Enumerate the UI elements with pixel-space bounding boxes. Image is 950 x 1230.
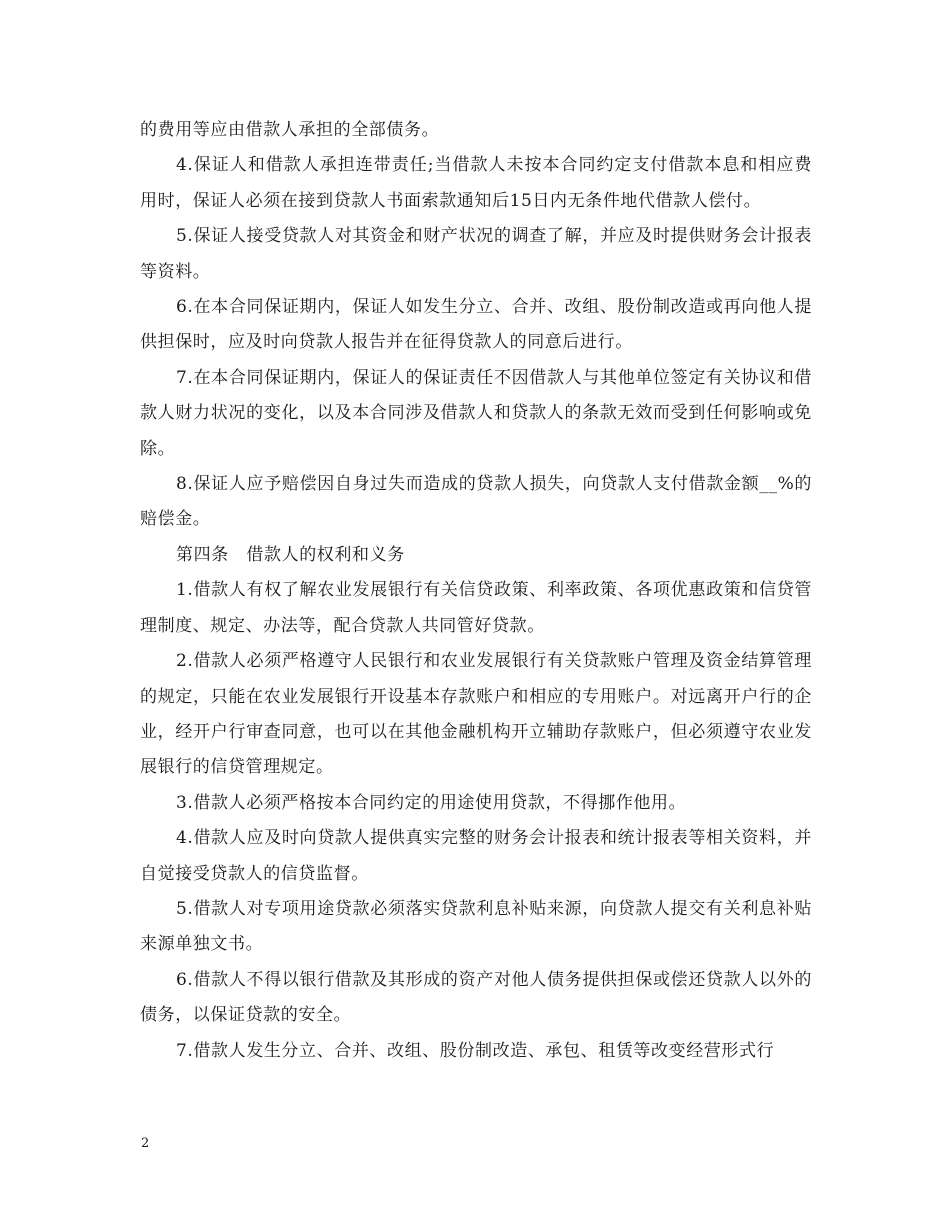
- paragraph-guarantor-6: 6.在本合同保证期内，保证人如发生分立、合并、改组、股份制改造或再向他人提供担保时，应及时向贷款人报告并在征得贷款人的同意后进行。: [140, 297, 812, 353]
- document-body: [140, 113, 812, 1069]
- paragraph-borrower-7: 7.借款人发生分立、合并、改组、股份制改造、承包、租赁等改变经营形式行: [176, 1040, 775, 1061]
- section-heading-article-4: 第四条 借款人的权利和义务: [176, 544, 405, 565]
- paragraph-guarantor-8: 8.保证人应予赔偿因自身过失而造成的贷款人损失，向贷款人支付借款金额__%的赔偿金。: [140, 474, 812, 530]
- paragraph-continuation: 的费用等应由借款人承担的全部债务。: [140, 120, 440, 140]
- paragraph-guarantor-7: 7.在本合同保证期内，保证人的保证责任不因借款人与其他单位签定有关协议和借款人财力状况的变化，以及本合同涉及借款人和贷款人的条款无效而受到任何影响或免除。: [140, 367, 812, 459]
- paragraph-guarantor-5: 5.保证人接受贷款人对其资金和财产状况的调查了解，并应及时提供财务会计报表等资料。: [140, 226, 812, 282]
- paragraph-guarantor-4: 4.保证人和借款人承担连带责任;当借款人未按本合同约定支付借款本息和相应费用时，保证人必须在接到贷款人书面索款通知后15日内无条件地代借款人偿付。: [140, 155, 812, 211]
- paragraph-borrower-2: 2.借款人必须严格遵守人民银行和农业发展银行有关贷款账户管理及资金结算管理的规定，只能在农业发展银行开设基本存款账户和相应的专用账户。对远离开户行的企业，经开户行审查同意，也可以在其他金融机构开立辅助存款账户，但必须遵守农业发展银行的信贷管理规定。: [140, 651, 812, 778]
- paragraph-borrower-3: 3.借款人必须严格按本合同约定的用途使用贷款，不得挪作他用。: [176, 792, 687, 813]
- paragraph-borrower-5: 5.借款人对专项用途贷款必须落实贷款利息补贴来源，向贷款人提交有关利息补贴来源单独文书。: [140, 898, 812, 955]
- page-number: 2: [141, 1136, 150, 1151]
- paragraph-borrower-4: 4.借款人应及时向贷款人提供真实完整的财务会计报表和统计报表等相关资料，并自觉接受贷款人的信贷监督。: [140, 828, 812, 884]
- paragraph-borrower-6: 6.借款人不得以银行借款及其形成的资产对他人债务提供担保或偿还贷款人以外的债务，以保证贷款的安全。: [140, 969, 812, 1026]
- paragraph-borrower-1: 1.借款人有权了解农业发展银行有关信贷政策、利率政策、各项优惠政策和信贷管理制度、规定、办法等，配合贷款人共同管好贷款。: [140, 580, 812, 636]
